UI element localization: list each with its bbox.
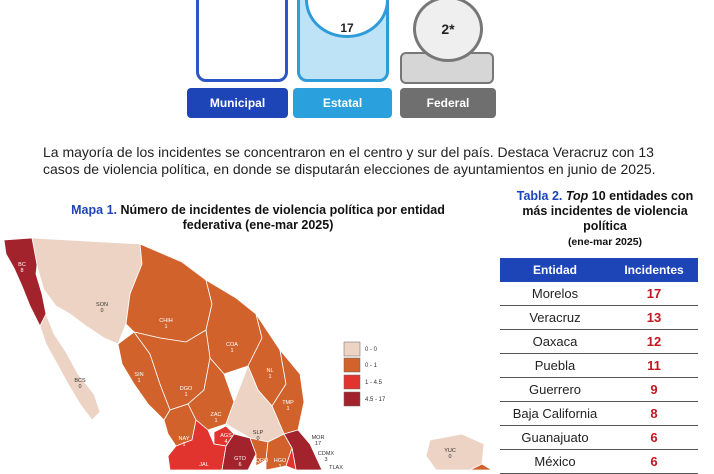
row-entity: Guerrero [528,382,582,397]
legend-swatch-1 [344,358,360,372]
state-value: 8 [20,268,24,274]
row-incidents: 17 [646,286,662,301]
table-row [500,354,698,378]
map-title-prefix: Mapa 1. [71,203,117,217]
state-value: 1 [286,406,290,412]
estatal-label: Estatal [293,88,392,118]
federal-label: Federal [400,88,496,118]
row-entity: Guanajuato [521,430,589,445]
header-entity: Entidad [533,263,577,277]
legend-label: 0 - 0 [365,347,378,353]
state-value: 6 [238,462,242,468]
table-row [500,282,698,306]
state-label: YUC [444,448,456,454]
state-value: 0 [78,384,82,390]
map-title-text: Número de incidentes de violencia política por entidad federativa (ene-mar 2025) [120,203,445,232]
row-incidents: 9 [650,382,658,397]
state-value: 4 [224,439,228,445]
table-row [500,402,698,426]
state-label: COA [226,342,238,348]
table-title-text: 10 entidades con más incidentes de violencia política [522,189,694,233]
legend-swatch-3 [344,392,360,406]
state-label: ZAC [210,412,222,418]
state-value: 0 [100,308,104,314]
state-value: 0 [256,436,260,442]
row-incidents: 6 [650,454,658,469]
table-title [505,189,705,250]
row-entity: Puebla [534,358,576,373]
state-value: 0 [448,454,452,460]
state-label: GTO [234,456,246,462]
row-incidents: 13 [646,310,662,325]
row-entity: Morelos [531,286,579,301]
table-row [500,426,698,450]
municipal-card [196,0,288,82]
row-entity: México [534,454,576,469]
state-label: SLP [252,430,264,436]
state-value: 1 [214,418,218,424]
state-label: CHIH [159,318,173,324]
legend-label: 4.5 - 17 [365,397,386,403]
state-label: BC [18,262,26,268]
table-row [500,378,698,402]
state-value: 1 [260,464,264,470]
legend-swatch-2 [344,375,360,389]
map-legend [344,342,386,406]
table-title-italic: Top [565,189,589,203]
state-label: AGS [220,433,232,439]
state-label: TMP [282,400,294,406]
row-incidents: 11 [647,358,661,373]
state-value: 1 [278,464,282,470]
row-entity: Baja California [512,406,598,421]
estatal-count: 17 [340,21,354,35]
header-incidents: Incidentes [624,263,684,277]
state-value: 1 [182,442,186,448]
state-value: 1 [268,374,272,380]
mexico-map [0,234,500,470]
state-label: SON [96,302,108,308]
state-value: 3 [324,457,328,463]
state-value: 1 [164,324,168,330]
state-label: CDMX [317,451,335,457]
table-row [500,330,698,354]
state-value: 1 [230,348,234,354]
row-incidents: 12 [646,334,662,349]
state-value: 1 [137,378,141,384]
state-label: QRO [255,458,269,464]
municipal-label: Municipal [187,88,288,118]
table-header [500,258,698,282]
summary-paragraph: La mayoría de los incidentes se concentraron en el centro y sur del país. Destaca Veracruz con 13 casos de violencia política, en donde se disputarán elecciones de ayuntamientos en junio de 2025. [43,144,656,177]
row-incidents: 6 [650,430,658,445]
row-incidents: 8 [650,406,658,421]
legend-label: 0 - 1 [365,363,378,369]
row-entity: Oaxaca [532,334,578,349]
state-label: DGO [179,386,193,392]
state-label: SIN [134,372,144,378]
table-subtitle: (ene-mar 2025) [567,236,643,248]
state-label: MOR [311,435,325,441]
map-title [45,203,471,233]
table-row [500,450,698,474]
state-label: NAY [178,436,190,442]
state-label: NL [266,368,274,374]
state-label: BCS [74,378,86,384]
federal-count: 2* [441,21,455,37]
row-entity: Veracruz [529,310,581,325]
table-row [500,306,698,330]
table-title-prefix: Tabla 2. [516,189,563,203]
state-label: JAL [199,462,209,468]
legend-swatch-0 [344,342,360,356]
state-value: 17 [314,441,322,447]
state-bcs [40,314,100,420]
state-value: 1 [184,392,188,398]
state-label: TLAX [329,465,343,470]
state-label: HGO [273,458,287,464]
legend-label: 1 - 4.5 [365,380,383,386]
